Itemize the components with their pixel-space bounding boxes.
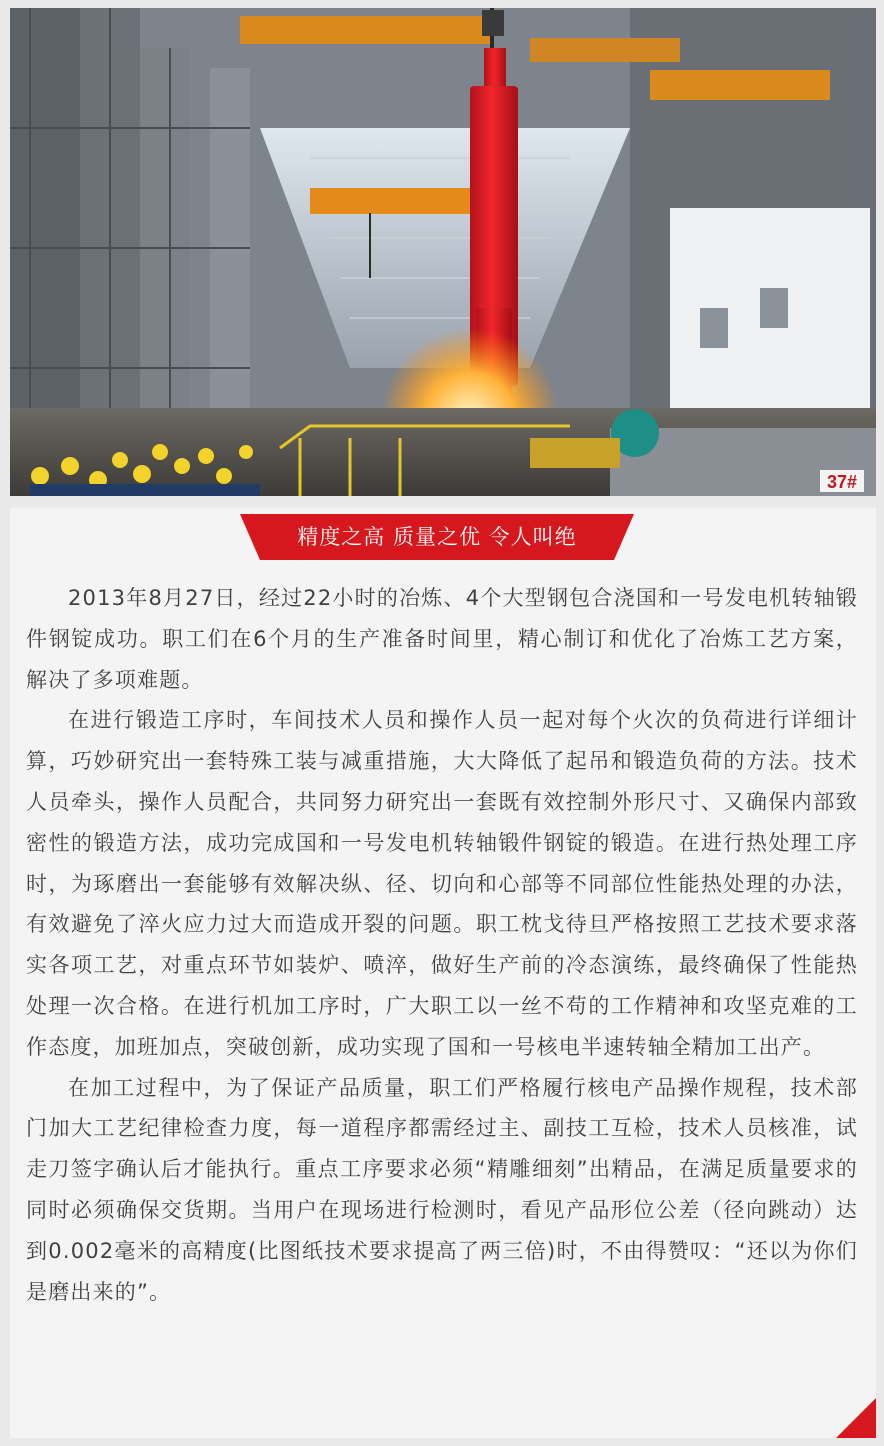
article-body <box>26 578 858 1312</box>
section-title: 精度之高 质量之优 令人叫绝 <box>297 525 577 549</box>
factory-photo <box>10 8 876 496</box>
article-paragraph: 在加工过程中，为了保证产品质量，职工们严格履行核电产品操作规程，技术部门加大工艺纪律检查力度，每一道程序都需经过主、副技工互检，技术人员核准，试走刀签字确认后才能执行。重点工序要求必须“精雕细刻”出精品，在满足质量要求的同时必须确保交货期。当用户在现场进行检测时，看见产品形位公差（径向跳动）达到0.002毫米的高精度(比图纸技术要求提高了两三倍)时，不由得赞叹：“还以为你们是磨出来的”。 <box>26 1075 858 1304</box>
article-paragraph: 在进行锻造工序时，车间技术人员和操作人员一起对每个火次的负荷进行详细计算，巧妙研究出一套特殊工装与减重措施，大大降低了起吊和锻造负荷的方法。技术人员牵头，操作人员配合，共同努力研究出一套既有效控制外形尺寸、又确保内部致密性的锻造方法，成功完成国和一号发电机转轴锻件钢锭的锻造。在进行热处理工序时，为琢磨出一套能够有效解决纵、径、切向和心部等不同部位性能热处理的办法，有效避免了淬火应力过大而造成开裂的问题。职工枕戈待旦严格按照工艺技术要求落实各项工艺，对重点环节如装炉、喷淬，做好生产前的冷态演练，最终确保了性能热处理一次合格。在进行机加工序时，广大职工以一丝不苟的工作精神和攻坚克难的工作态度，加班加点，突破创新，成功实现了国和一号核电半速转轴全精加工出产。 <box>26 708 858 1059</box>
corner-decoration <box>836 1398 876 1438</box>
section-title-banner <box>240 514 634 560</box>
machine-number-label: 37# <box>826 472 858 492</box>
article-paragraph: 2013年8月27日，经过22小时的冶炼、4个大型钢包合浇国和一号发电机转轴锻件钢锭成功。职工们在6个月的生产准备时间里，精心制订和优化了冶炼工艺方案，解决了多项难题。 <box>26 586 858 692</box>
